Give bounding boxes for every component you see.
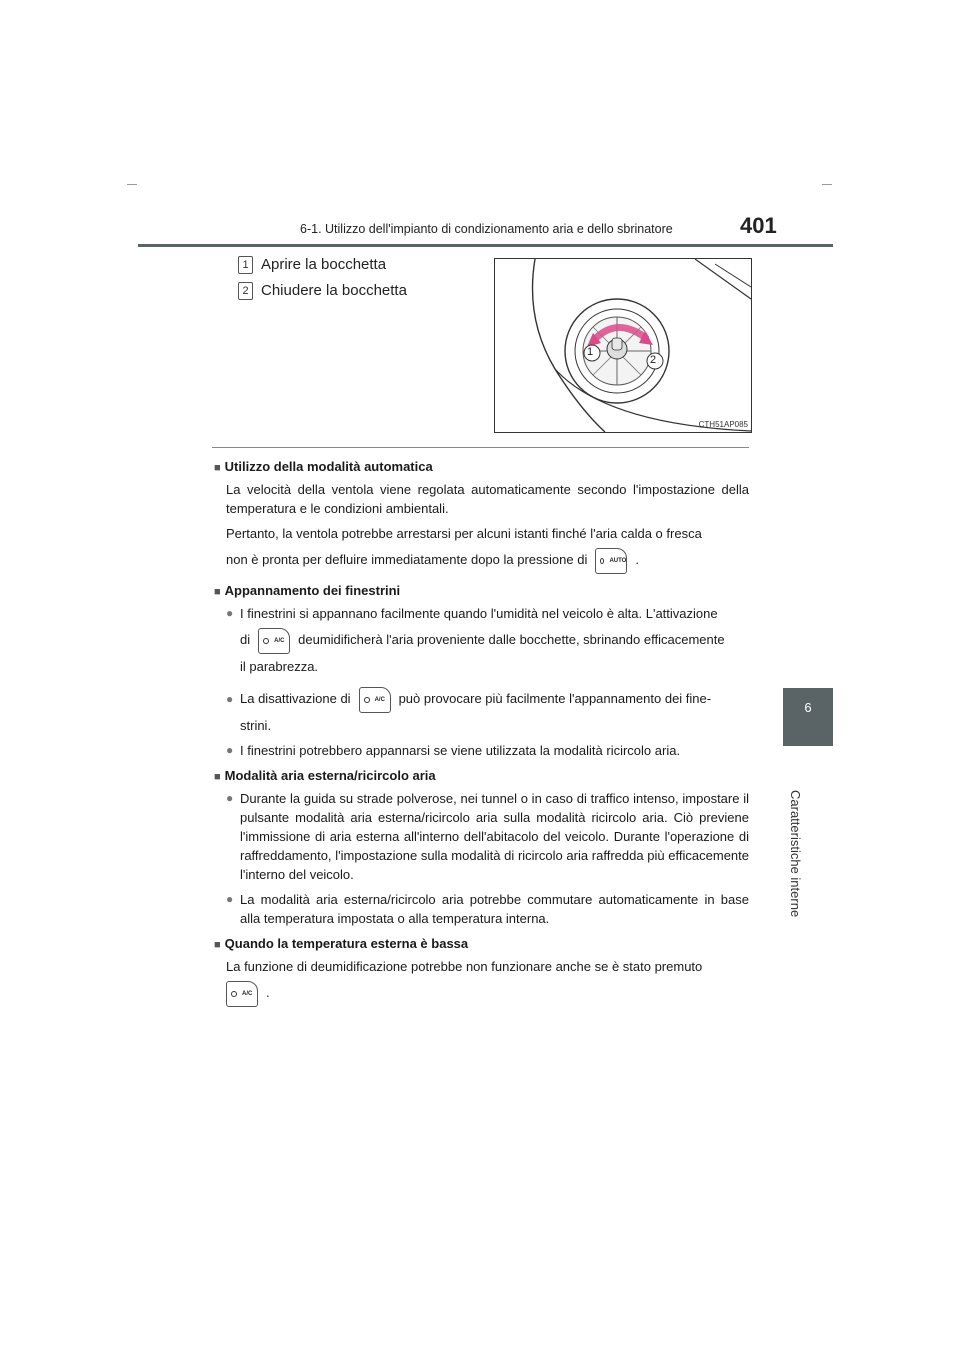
figure-code: CTH51AP085 [698,420,748,429]
ac-button-icon [226,981,258,1007]
callout-number: 1 [238,256,253,274]
text-fragment: . [266,985,270,1000]
bullet-icon: ● [226,692,234,706]
paragraph: La velocità della ventola viene regolata automaticamente secondo l'impostazione della temperatura e le condizioni ambientali. [226,482,749,516]
page-number: 401 [740,213,777,238]
callout-number: 2 [238,282,253,300]
section-heading: ■ Quando la temperatura esterna è bassa [214,934,749,955]
chapter-tab [783,688,833,746]
bullet-item [226,741,749,760]
content-body [214,457,749,1016]
text-fragment: I finestrini si appannano facilmente quando l'umidità nel veicolo è alta. L'attivazione [240,606,718,621]
section-rule [212,447,749,448]
callout-open [238,256,386,274]
text-fragment: può provocare più facilmente l'appannamento dei fine- [398,691,712,706]
paragraph-with-button [226,543,749,577]
text-fragment: Durante la guida su strade polverose, nei tunnel o in caso di traffico intenso, impostare il pulsante modalità aria esterna/ricircolo aria sulla modalità ricircolo aria. Ciò previene l'immissione di aria esterna all'interno dell'abitacolo del veicolo. Durante l'operazione di raffreddamento, l'impostazione sulla modalità di ricircolo aria raffredda più efficacemente l'interno del veicolo. [240,791,749,882]
bullet-item [226,682,749,735]
bullet-item [226,604,749,676]
text-fragment: La disattivazione di [240,691,351,706]
auto-button-label: AUTO [609,557,627,564]
bullet-icon: ● [226,606,234,620]
bullet-icon: ● [226,743,234,757]
vent-illustration [494,258,752,433]
paragraph: La funzione di deumidificazione potrebbe non funzionare anche se è stato premuto [226,959,703,974]
text-fragment: il parabrezza. [240,659,319,674]
vent-drawing [495,259,751,432]
section-heading: ■ Appannamento dei finestrini [214,581,749,602]
ac-button-label: A/C [374,696,385,703]
callout-label: Chiudere la bocchetta [261,282,407,299]
text-fragment: di [240,632,251,647]
bullet-item [226,789,749,884]
text-fragment: non è pronta per defluire immediatamente dopo la pressione di [226,552,588,567]
bullet-icon: ● [226,791,234,805]
text-fragment: La modalità aria esterna/ricircolo aria potrebbe commutare automaticamente in base alla temperatura impostata o alla temperatura interna. [240,892,749,926]
chapter-label: Caratteristiche interne [788,790,803,918]
ac-button-label: A/C [242,990,253,997]
auto-button-icon [595,548,627,574]
text-fragment: I finestrini potrebbero appannarsi se viene utilizzata la modalità ricircolo aria. [240,743,681,758]
crop-mark-left [127,184,137,185]
ac-button-icon [359,687,391,713]
chapter-number: 6 [804,700,812,715]
paragraph-with-button [218,976,749,1010]
section-heading: ■ Modalità aria esterna/ricircolo aria [214,766,749,787]
text-fragment: strini. [240,718,272,733]
text-fragment: . [635,552,639,567]
callout-close [238,282,407,300]
text-fragment: deumidificherà l'aria proveniente dalle bocchette, sbrinando efficacemente [298,632,725,647]
ac-button-icon [258,628,290,654]
figure-marker-2: 2 [650,354,657,366]
ac-button-label: A/C [274,637,285,644]
callout-label: Aprire la bocchetta [261,256,387,273]
crop-mark-right [822,184,832,185]
page-header-title: 6-1. Utilizzo dell'impianto di condizionamento aria e dello sbrinatore [300,222,673,236]
section-heading: ■ Utilizzo della modalità automatica [214,457,749,478]
bullet-icon: ● [226,892,234,906]
bullet-item [226,890,749,928]
header-rule [138,244,833,247]
figure-marker-1: 1 [587,346,594,358]
paragraph: Pertanto, la ventola potrebbe arrestarsi per alcuni istanti finché l'aria calda o fresca [226,526,702,541]
